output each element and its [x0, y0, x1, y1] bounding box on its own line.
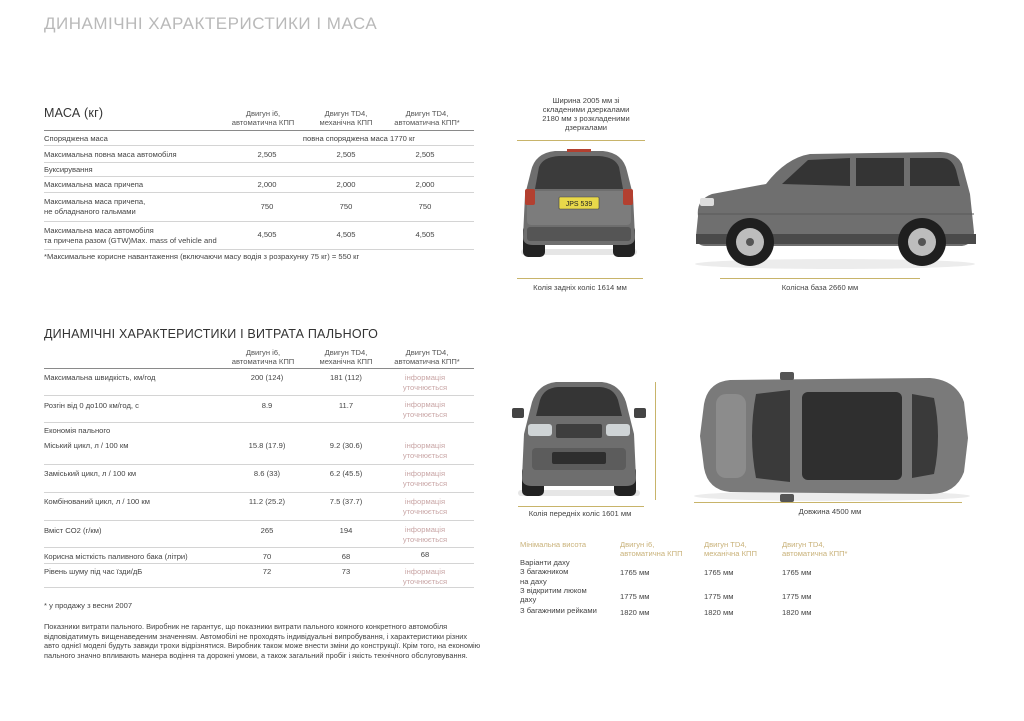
- pending-info: інформація уточнюється: [402, 469, 448, 488]
- top-view-car-image: [690, 372, 974, 504]
- height-col-i6-auto: Двигун і6, автоматична КПП: [620, 540, 683, 558]
- length-line: [694, 502, 962, 503]
- height-table-title: Мінімальна висота: [520, 540, 587, 549]
- page-title: ДИНАМІЧНІ ХАРАКТЕРИСТИКИ І МАСА: [44, 14, 378, 33]
- curb-weight-span: повна споряджена маса 1770 кг: [302, 134, 416, 143]
- table-row: Вміст CO2 (г/км) 265 194 інформація уточнюється: [44, 521, 474, 548]
- mass-col-i6-auto: Двигун і6, автоматична КПП: [231, 109, 295, 127]
- dyn-col-td4-auto: Двигун TD4, автоматична КПП*: [394, 348, 460, 366]
- rear-track-label: Колія задніх коліс 1614 мм: [533, 283, 627, 292]
- length-label: Довжина 4500 мм: [798, 507, 862, 516]
- pending-info: інформація уточнюється: [402, 567, 448, 586]
- table-row: Максимальна маса причепа, не обладнаного гальмами 750 750 750: [44, 193, 474, 222]
- table-row: Економія пального: [44, 426, 111, 435]
- dynamics-table: [44, 369, 474, 588]
- table-row: Споряджена маса повна споряджена маса 1770 кг: [44, 131, 474, 146]
- height-row-roof-rack: Варіанти даху З багажником на даху: [520, 558, 570, 586]
- front-track-label: Колія передніх коліс 1601 мм: [528, 509, 632, 518]
- table-row: Міський цикл, л / 100 км 15.8 (17.9) 9.2 (30.6) інформація уточнюється: [44, 437, 474, 465]
- table-row: Рівень шуму під час їзди/дБ 72 73 інформація уточнюється: [44, 564, 474, 588]
- table-row: Буксирування: [44, 163, 474, 177]
- pending-info: інформація уточнюється: [402, 525, 448, 544]
- pending-info: інформація уточнюється: [402, 441, 448, 460]
- mass-section-title: МАСА (кг): [44, 106, 104, 120]
- pending-info: інформація уточнюється: [402, 497, 448, 516]
- table-row: Максимальна маса причепа 2,000 2,000 2,000: [44, 177, 474, 193]
- side-view-car-image: [690, 148, 980, 272]
- rear-view-car-image: [515, 145, 643, 273]
- dyn-col-td4-manual: Двигун TD4, механічна КПП: [319, 348, 373, 366]
- fuel-disclaimer: Показники витрати пального. Виробник не гарантує, що показники витрати пального кожного конкретного автомобіля відповідатимуть вищенаведеним значенням. Автомобілі не проходять індивідуальні випробування, і характеристики різних авто однієї моделі будуть завжди трохи відрізнятися. Виробник також може внести зміни до конструкції. Крім того, на економію пального значно впливають манера водіння та дорожні умови, а також загальний пробіг і якість технічного обслуговування.: [44, 622, 481, 660]
- height-row-roof-rails: З багажними рейками: [520, 606, 597, 615]
- pending-info: інформація уточнюється: [402, 400, 448, 419]
- rear-track-line: [517, 278, 643, 279]
- svg-text:JPS 539: JPS 539: [565, 201, 593, 208]
- mass-col-td4-manual: Двигун TD4, механічна КПП: [319, 109, 373, 127]
- table-row: Максимальна повна маса автомобіля 2,505 2,505 2,505: [44, 146, 474, 163]
- table-row: Комбінований цикл, л / 100 км 11.2 (25.2) 7.5 (37.7) інформація уточнюється: [44, 493, 474, 521]
- table-row: Максимальна швидкість, км/год 200 (124) 181 (112) інформація уточнюється: [44, 369, 474, 396]
- mass-table: [44, 131, 474, 250]
- mass-col-td4-auto: Двигун TD4, автоматична КПП*: [394, 109, 460, 127]
- wheelbase-label: Колісна база 2660 мм: [781, 283, 859, 292]
- table-row: Корисна місткість паливного бака (літри) 70 68 68: [44, 548, 474, 564]
- front-view-car-image: [512, 378, 646, 502]
- height-col-td4-manual: Двигун TD4, механічна КПП: [704, 540, 757, 558]
- height-col-td4-auto: Двигун TD4, автоматична КПП*: [782, 540, 848, 558]
- mass-footnote: *Максимальне корисне навантаження (включаючи масу водія з розрахунку 75 кг) = 550 кг: [44, 252, 360, 261]
- dyn-col-i6-auto: Двигун і6, автоматична КПП: [231, 348, 295, 366]
- table-row: Розгін від 0 до100 км/год, с 8.9 11.7 інформація уточнюється: [44, 396, 474, 423]
- pending-info: інформація уточнюється: [402, 373, 448, 392]
- width-label: Ширина 2005 мм зі складеними дзеркалами 2180 мм з розкладеними дзеркалами: [542, 96, 630, 132]
- height-dimension-line: [655, 382, 656, 500]
- front-track-line: [518, 506, 644, 507]
- table-row: Максимальна маса автомобіля та причепа разом (GTW)Max. mass of vehicle and 4,505 4,505 4,505: [44, 222, 474, 250]
- wheelbase-line: [720, 278, 920, 279]
- dynamics-section-title: ДИНАМІЧНІ ХАРАКТЕРИСТИКИ І ВИТРАТА ПАЛЬНОГО: [44, 327, 379, 341]
- table-row: Заміський цикл, л / 100 км 8.6 (33) 6.2 (45.5) інформація уточнюється: [44, 465, 474, 493]
- dynamics-footnote: * у продажу з весни 2007: [44, 601, 133, 610]
- height-row-sunroof: З відкритим люком даху: [520, 586, 587, 605]
- width-dimension-line: [517, 140, 645, 141]
